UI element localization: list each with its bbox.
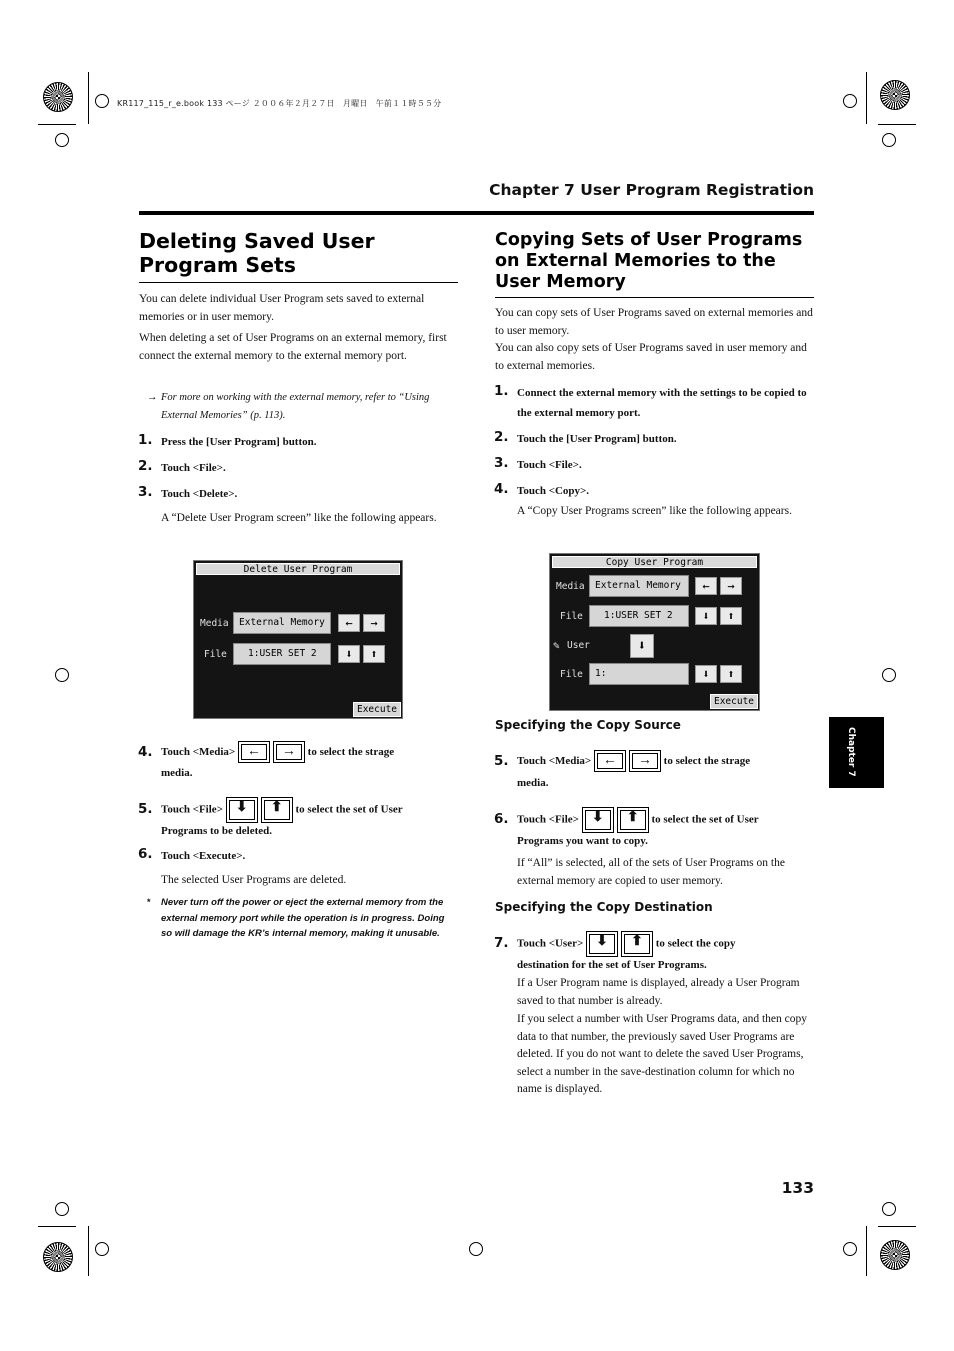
right-step-7-desc-1: If a User Program name is displayed, already a User Program saved to that number is already. bbox=[517, 977, 800, 1007]
left-intro-2: When deleting a set of User Programs on an external memory, first connect the external memory to the external memory port. bbox=[139, 332, 447, 362]
registration-target-icon bbox=[843, 94, 857, 108]
pencil-icon: ✎ bbox=[553, 639, 560, 652]
right-step-6-cont: Programs you want to copy. bbox=[517, 835, 648, 847]
left-arrow-icon: ← bbox=[238, 741, 270, 763]
chapter-header: Chapter 7 User Program Registration bbox=[489, 181, 814, 199]
right-step-7-desc-2: If you select a number with User Programs data, and then copy data to that number, the previously saved User Programs are deleted. If you do not want to delete the saved User Programs, select a number in the save-destination column for which no name is displayed. bbox=[517, 1013, 807, 1095]
right-arrow-icon: → bbox=[273, 741, 305, 763]
reference-arrow-icon: → bbox=[147, 392, 158, 403]
file-2-down-button[interactable]: ⬇ bbox=[695, 665, 717, 683]
left-step-2: 2. Touch <File>. bbox=[138, 458, 226, 474]
right-step-4-desc: A “Copy User Programs screen” like the following appears. bbox=[517, 505, 792, 517]
execute-button[interactable]: Execute bbox=[353, 702, 401, 717]
left-arrow-icon: ← bbox=[594, 750, 626, 772]
right-title-rule bbox=[495, 297, 814, 298]
left-step-5: 5. Touch <File> ⬇ ⬆ to select the set of User bbox=[161, 797, 461, 823]
media-left-button[interactable]: ← bbox=[338, 614, 360, 632]
right-section-title: Copying Sets of User Programs on External Memories to the User Memory bbox=[495, 230, 803, 292]
file-label: File bbox=[560, 611, 583, 622]
left-step-5-cont: Programs to be deleted. bbox=[161, 825, 272, 837]
registration-target-icon bbox=[95, 1242, 109, 1256]
media-label: Media bbox=[556, 581, 585, 592]
left-title-rule bbox=[139, 282, 458, 283]
subhead-copy-destination: Specifying the Copy Destination bbox=[495, 900, 713, 914]
chapter-side-tab: Chapter 7 bbox=[829, 717, 884, 788]
file-label: File bbox=[204, 649, 227, 660]
copy-user-program-screen bbox=[549, 553, 760, 711]
left-intro-1: You can delete individual User Program sets saved to external memories or in user memory. bbox=[139, 293, 425, 323]
right-step-7: 7. Touch <User> ⬇ ⬆ to select the copy bbox=[517, 931, 817, 957]
left-step-4-cont: media. bbox=[161, 767, 193, 779]
left-step-6-desc: The selected User Programs are deleted. bbox=[161, 874, 347, 886]
right-step-6-desc: If “All” is selected, all of the sets of User Programs on the external memory are copied to user memory. bbox=[517, 857, 785, 887]
left-step-3: 3. Touch <Delete>. bbox=[138, 484, 238, 500]
execute-button[interactable]: Execute bbox=[710, 694, 758, 709]
registration-target-icon bbox=[469, 1242, 483, 1256]
screen-title: Delete User Program bbox=[196, 563, 400, 575]
registration-target-icon bbox=[843, 1242, 857, 1256]
up-arrow-icon: ⬆ bbox=[261, 797, 293, 823]
registration-starburst-icon bbox=[43, 82, 73, 112]
registration-target-icon bbox=[882, 133, 896, 147]
file-down-button[interactable]: ⬇ bbox=[695, 607, 717, 625]
note-asterisk: * bbox=[147, 897, 151, 907]
registration-target-icon bbox=[55, 1202, 69, 1216]
left-step-1: 1. Press the [User Program] button. bbox=[138, 432, 317, 448]
media-right-button[interactable]: → bbox=[720, 577, 742, 595]
right-intro-2: You can also copy sets of User Programs saved in user memory and to external memories. bbox=[495, 342, 807, 372]
up-arrow-icon: ⬆ bbox=[617, 807, 649, 833]
left-step-3-desc: A “Delete User Program screen” like the following appears. bbox=[161, 512, 437, 524]
file-up-button[interactable]: ⬆ bbox=[363, 645, 385, 663]
registration-target-icon bbox=[55, 668, 69, 682]
screen-title: Copy User Program bbox=[552, 556, 757, 568]
left-reference-note: For more on working with the external memory, refer to “Using External Memories” (p. 113). bbox=[161, 392, 430, 421]
user-down-button[interactable]: ⬇ bbox=[630, 634, 654, 658]
registration-target-icon bbox=[95, 94, 109, 108]
file-field[interactable]: 1:USER SET 2 bbox=[233, 643, 331, 665]
file-field[interactable]: 1:USER SET 2 bbox=[589, 605, 689, 627]
page-number: 133 bbox=[781, 1179, 814, 1197]
media-label: Media bbox=[200, 618, 229, 629]
registration-starburst-icon bbox=[43, 1242, 73, 1272]
media-field[interactable]: External Memory bbox=[233, 612, 331, 634]
left-warning-note: Never turn off the power or eject the external memory from the external memory port while the operation is in progress. Doing so will damage the KR’s internal memory, making it unusable. bbox=[161, 897, 445, 939]
user-label: User bbox=[567, 640, 590, 651]
right-step-6: 6. Touch <File> ⬇ ⬆ to select the set of User bbox=[517, 807, 817, 833]
right-step-7-cont: destination for the set of User Programs. bbox=[517, 959, 707, 971]
registration-starburst-icon bbox=[880, 1240, 910, 1270]
up-arrow-icon: ⬆ bbox=[621, 931, 653, 957]
right-step-5-cont: media. bbox=[517, 777, 549, 789]
left-step-6: 6. Touch <Execute>. bbox=[138, 846, 246, 862]
right-step-3: 3. Touch <File>. bbox=[494, 455, 582, 471]
file-2-up-button[interactable]: ⬆ bbox=[720, 665, 742, 683]
right-step-5: 5. Touch <Media> ← → to select the strage bbox=[517, 749, 817, 773]
print-header: KR117_115_r_e.book 133 ページ ２００６年２月２７日 月曜日 午前１１時５５分 bbox=[117, 99, 442, 108]
registration-target-icon bbox=[882, 1202, 896, 1216]
left-section-title: Deleting Saved User Program Sets bbox=[139, 229, 375, 277]
registration-starburst-icon bbox=[880, 80, 910, 110]
right-arrow-icon: → bbox=[629, 750, 661, 772]
down-arrow-icon: ⬇ bbox=[582, 807, 614, 833]
file-up-button[interactable]: ⬆ bbox=[720, 607, 742, 625]
right-step-4: 4. Touch <Copy>. bbox=[494, 481, 590, 497]
media-field[interactable]: External Memory bbox=[589, 575, 689, 597]
file-2-label: File bbox=[560, 669, 583, 680]
media-right-button[interactable]: → bbox=[363, 614, 385, 632]
down-arrow-icon: ⬇ bbox=[226, 797, 258, 823]
right-step-1: 1. Connect the external memory with the settings to be copied to the external memory port. bbox=[494, 383, 807, 419]
left-step-4: 4. Touch <Media> ← → to select the strage bbox=[161, 740, 461, 764]
delete-user-program-screen bbox=[193, 560, 403, 719]
media-left-button[interactable]: ← bbox=[695, 577, 717, 595]
registration-target-icon bbox=[882, 668, 896, 682]
header-rule bbox=[139, 211, 814, 215]
right-step-2: 2. Touch the [User Program] button. bbox=[494, 429, 677, 445]
subhead-copy-source: Specifying the Copy Source bbox=[495, 718, 681, 732]
file-2-field[interactable]: 1: bbox=[589, 663, 689, 685]
registration-target-icon bbox=[55, 133, 69, 147]
down-arrow-icon: ⬇ bbox=[586, 931, 618, 957]
right-intro-1: You can copy sets of User Programs saved on external memories and to user memory. bbox=[495, 307, 813, 337]
file-down-button[interactable]: ⬇ bbox=[338, 645, 360, 663]
